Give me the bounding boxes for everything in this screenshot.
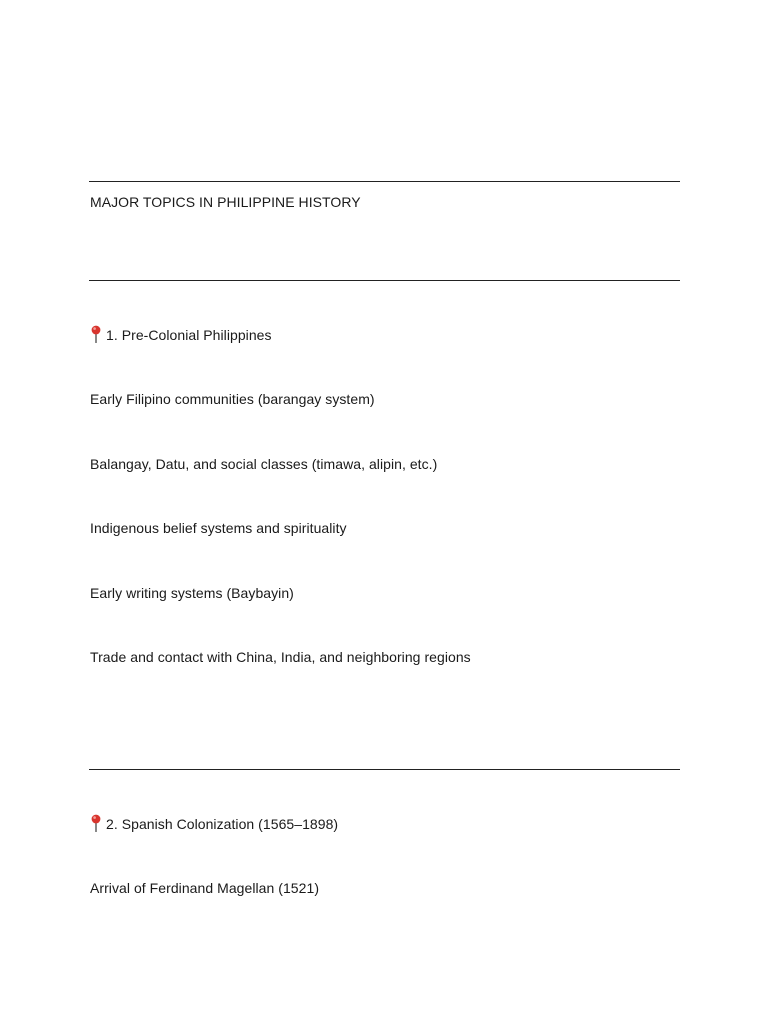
list-item: Trade and contact with China, India, and neighboring regions — [90, 649, 471, 665]
section-heading-pre-colonial — [90, 326, 272, 344]
document-title: MAJOR TOPICS IN PHILIPPINE HISTORY — [90, 194, 361, 210]
list-item: Early Filipino communities (barangay system) — [90, 391, 375, 407]
list-item: Early writing systems (Baybayin) — [90, 585, 294, 601]
divider-top — [89, 181, 680, 182]
section-heading-spanish-colonization — [90, 815, 338, 833]
list-item: Indigenous belief systems and spirituality — [90, 520, 347, 536]
round-pushpin-icon — [90, 325, 102, 343]
round-pushpin-icon — [90, 814, 102, 832]
list-item: Arrival of Ferdinand Magellan (1521) — [90, 880, 320, 896]
section-heading-label: 1. Pre-Colonial Philippines — [106, 327, 272, 343]
section-heading-label: 2. Spanish Colonization (1565–1898) — [106, 816, 339, 832]
list-item: Balangay, Datu, and social classes (timawa, alipin, etc.) — [90, 456, 438, 472]
divider-between-sections — [89, 769, 680, 770]
divider-after-title — [89, 280, 680, 281]
